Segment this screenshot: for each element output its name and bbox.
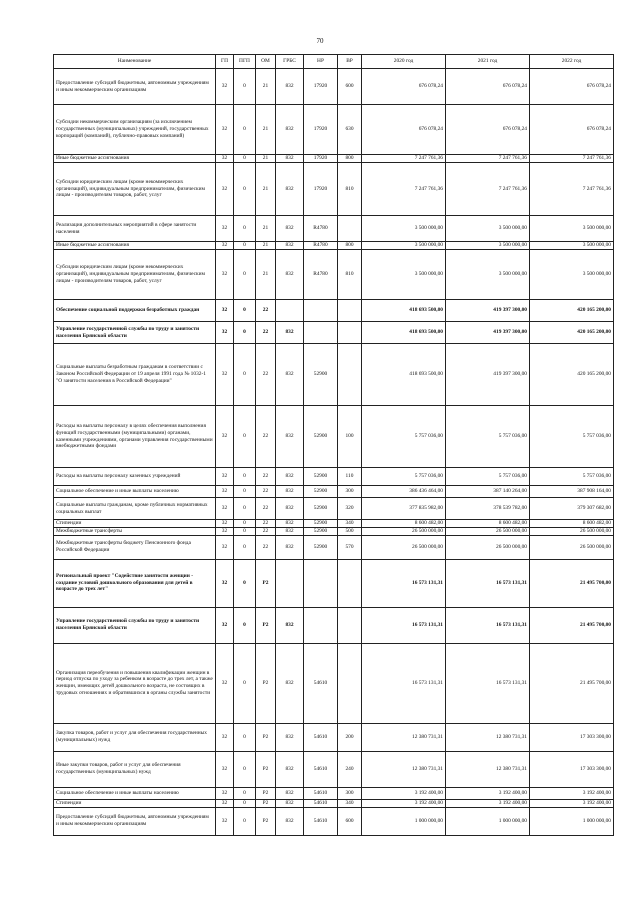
cell-2022: 21 495 700,00 <box>530 559 614 607</box>
cell-vr: 570 <box>338 535 362 559</box>
cell-grbs: 832 <box>276 751 304 787</box>
table-row <box>54 807 614 835</box>
cell-om: 22 <box>256 498 276 520</box>
cell-vr: 320 <box>338 498 362 520</box>
cell-gp: 32 <box>216 723 234 751</box>
cell-gp: 32 <box>216 69 234 105</box>
cell-vr: 200 <box>338 723 362 751</box>
cell-vr: 300 <box>338 486 362 498</box>
header-om: ОМ <box>256 55 276 69</box>
cell-nr: 52900 <box>304 535 338 559</box>
cell-gp: 32 <box>216 322 234 344</box>
cell-name: Предоставление субсидий бюджетным, автономным учреждениям и иным некоммерческим организациям <box>54 69 216 105</box>
cell-om: P2 <box>256 643 276 723</box>
cell-nr: 17920 <box>304 163 338 216</box>
cell-vr: 810 <box>338 163 362 216</box>
cell-gp: 32 <box>216 105 234 155</box>
cell-pgp: 0 <box>234 559 256 607</box>
cell-2022: 26 500 000,00 <box>530 527 614 535</box>
cell-name: Управление государственной службы по труду и занятости населения Брянской области <box>54 607 216 643</box>
cell-om: 22 <box>256 520 276 528</box>
cell-nr: R4780 <box>304 216 338 242</box>
cell-grbs: 832 <box>276 155 304 163</box>
cell-nr: R4780 <box>304 242 338 250</box>
cell-om: 22 <box>256 535 276 559</box>
table-row <box>54 322 614 344</box>
cell-2021: 676 078,24 <box>446 105 530 155</box>
cell-nr: 52900 <box>304 527 338 535</box>
cell-2021: 26 500 000,00 <box>446 535 530 559</box>
cell-2021: 3 192 400,00 <box>446 787 530 799</box>
cell-pgp: 0 <box>234 406 256 468</box>
table-row <box>54 105 614 155</box>
cell-2022: 420 165 200,00 <box>530 322 614 344</box>
cell-grbs: 832 <box>276 520 304 528</box>
cell-2021: 5 757 036,00 <box>446 468 530 486</box>
cell-grbs: 832 <box>276 607 304 643</box>
cell-om: 21 <box>256 105 276 155</box>
cell-pgp: 0 <box>234 607 256 643</box>
cell-2020: 418 693 500,00 <box>362 300 446 322</box>
cell-name: Субсидии некоммерческим организациям (за исключением государственных (муниципальных) учреждений, государственных корпораций (компаний), публично-правовых компаний) <box>54 105 216 155</box>
cell-nr: R4780 <box>304 250 338 300</box>
table-row <box>54 799 614 807</box>
header-vr: ВР <box>338 55 362 69</box>
cell-nr <box>304 559 338 607</box>
cell-2021: 7 247 761,36 <box>446 163 530 216</box>
cell-gp: 32 <box>216 607 234 643</box>
cell-nr: 52900 <box>304 520 338 528</box>
cell-2022: 5 757 036,00 <box>530 468 614 486</box>
cell-vr: 340 <box>338 520 362 528</box>
cell-pgp: 0 <box>234 322 256 344</box>
cell-pgp: 0 <box>234 751 256 787</box>
cell-2021: 1 000 000,00 <box>446 807 530 835</box>
cell-2020: 16 573 131,31 <box>362 607 446 643</box>
cell-grbs: 832 <box>276 498 304 520</box>
cell-2021: 12 380 731,31 <box>446 751 530 787</box>
cell-grbs: 832 <box>276 69 304 105</box>
cell-pgp: 0 <box>234 250 256 300</box>
cell-grbs: 832 <box>276 486 304 498</box>
cell-2020: 3 500 000,00 <box>362 242 446 250</box>
cell-gp: 32 <box>216 520 234 528</box>
cell-om: P2 <box>256 723 276 751</box>
cell-gp: 32 <box>216 807 234 835</box>
cell-nr: 54610 <box>304 643 338 723</box>
table-row <box>54 787 614 799</box>
cell-grbs: 832 <box>276 723 304 751</box>
cell-grbs: 832 <box>276 787 304 799</box>
cell-gp: 32 <box>216 751 234 787</box>
cell-2022: 3 192 400,00 <box>530 799 614 807</box>
cell-gp: 32 <box>216 498 234 520</box>
cell-pgp: 0 <box>234 163 256 216</box>
cell-name: Социальные выплаты безработным гражданам в соответствии с Законом Российской Федерации от 19 апреля 1991 года № 1032-1 "О занятости населения в Российской Федерации" <box>54 344 216 406</box>
cell-om: 22 <box>256 527 276 535</box>
cell-gp: 32 <box>216 406 234 468</box>
header-2021: 2021 год <box>446 55 530 69</box>
cell-2021: 3 500 000,00 <box>446 216 530 242</box>
cell-nr: 17920 <box>304 155 338 163</box>
table-row <box>54 527 614 535</box>
cell-pgp: 0 <box>234 643 256 723</box>
cell-name: Региональный проект "Содействие занятости женщин - создание условий дошкольного образования для детей в возрасте до трех лет" <box>54 559 216 607</box>
cell-gp: 32 <box>216 643 234 723</box>
cell-2021: 12 380 731,31 <box>446 723 530 751</box>
cell-name: Реализация дополнительных мероприятий в сфере занятости населения <box>54 216 216 242</box>
cell-nr: 54610 <box>304 787 338 799</box>
cell-pgp: 0 <box>234 242 256 250</box>
cell-2020: 7 247 761,36 <box>362 155 446 163</box>
cell-2020: 3 500 000,00 <box>362 216 446 242</box>
cell-2020: 26 500 000,00 <box>362 535 446 559</box>
cell-pgp: 0 <box>234 498 256 520</box>
cell-2021: 387 140 264,00 <box>446 486 530 498</box>
cell-gp: 32 <box>216 468 234 486</box>
cell-grbs: 832 <box>276 163 304 216</box>
cell-vr: 340 <box>338 799 362 807</box>
cell-nr: 54610 <box>304 799 338 807</box>
cell-2022: 3 500 000,00 <box>530 242 614 250</box>
cell-2020: 377 835 982,00 <box>362 498 446 520</box>
cell-name: Иные бюджетные ассигнования <box>54 155 216 163</box>
cell-2022: 3 500 000,00 <box>530 250 614 300</box>
cell-nr: 54610 <box>304 751 338 787</box>
cell-om: P2 <box>256 607 276 643</box>
cell-om: P2 <box>256 559 276 607</box>
table-row <box>54 242 614 250</box>
cell-om: 22 <box>256 468 276 486</box>
table-row <box>54 216 614 242</box>
table-row <box>54 520 614 528</box>
cell-om: 22 <box>256 344 276 406</box>
cell-nr: 52900 <box>304 406 338 468</box>
cell-vr: 600 <box>338 807 362 835</box>
cell-2022: 676 078,24 <box>530 105 614 155</box>
cell-vr: 300 <box>338 787 362 799</box>
cell-grbs: 832 <box>276 527 304 535</box>
header-2022: 2022 год <box>530 55 614 69</box>
cell-vr: 630 <box>338 105 362 155</box>
cell-2021: 378 539 782,00 <box>446 498 530 520</box>
cell-vr: 100 <box>338 406 362 468</box>
table-row <box>54 486 614 498</box>
cell-2020: 386 436 464,00 <box>362 486 446 498</box>
cell-vr <box>338 300 362 322</box>
cell-nr: 17920 <box>304 69 338 105</box>
cell-nr <box>304 300 338 322</box>
table-row <box>54 643 614 723</box>
table-row <box>54 607 614 643</box>
cell-nr: 54610 <box>304 807 338 835</box>
cell-om: 22 <box>256 322 276 344</box>
cell-pgp: 0 <box>234 807 256 835</box>
cell-2022: 379 307 682,00 <box>530 498 614 520</box>
cell-om: P2 <box>256 799 276 807</box>
cell-2021: 676 078,24 <box>446 69 530 105</box>
cell-name: Организация переобучения и повышения квалификации женщин в период отпуска по уходу за ребенком в возрасте до трех лет, а также женщин, имеющих детей дошкольного возраста, не состоящих в трудовых отношениях и обратившихся в органы службы занятости <box>54 643 216 723</box>
cell-grbs: 832 <box>276 216 304 242</box>
cell-name: Стипендии <box>54 799 216 807</box>
cell-grbs: 832 <box>276 535 304 559</box>
header-gp: ГП <box>216 55 234 69</box>
cell-name: Социальное обеспечение и иные выплаты населению <box>54 486 216 498</box>
cell-2022: 17 303 300,00 <box>530 723 614 751</box>
cell-gp: 32 <box>216 787 234 799</box>
cell-2021: 8 600 482,00 <box>446 520 530 528</box>
cell-gp: 32 <box>216 300 234 322</box>
cell-2020: 418 693 500,00 <box>362 344 446 406</box>
cell-2021: 16 573 131,31 <box>446 607 530 643</box>
cell-2022: 21 495 700,00 <box>530 643 614 723</box>
cell-pgp: 0 <box>234 300 256 322</box>
cell-name: Социальные выплаты гражданам, кроме публичных нормативных социальных выплат <box>54 498 216 520</box>
table-row <box>54 406 614 468</box>
cell-om: 21 <box>256 155 276 163</box>
cell-gp: 32 <box>216 344 234 406</box>
cell-2021: 5 757 036,00 <box>446 406 530 468</box>
cell-vr <box>338 559 362 607</box>
cell-vr: 500 <box>338 527 362 535</box>
cell-gp: 32 <box>216 486 234 498</box>
cell-name: Межбюджетные трансферты бюджету Пенсионного фонда Российской Федерации <box>54 535 216 559</box>
header-nr: НР <box>304 55 338 69</box>
cell-nr: 52900 <box>304 468 338 486</box>
cell-2022: 420 165 200,00 <box>530 344 614 406</box>
cell-name: Межбюджетные трансферты <box>54 527 216 535</box>
cell-2022: 5 757 036,00 <box>530 406 614 468</box>
cell-pgp: 0 <box>234 344 256 406</box>
cell-vr: 240 <box>338 751 362 787</box>
cell-grbs: 832 <box>276 250 304 300</box>
cell-2020: 26 500 000,00 <box>362 527 446 535</box>
cell-2022: 8 600 482,00 <box>530 520 614 528</box>
cell-om: 21 <box>256 163 276 216</box>
cell-2020: 418 693 500,00 <box>362 322 446 344</box>
cell-gp: 32 <box>216 250 234 300</box>
cell-2022: 17 303 300,00 <box>530 751 614 787</box>
cell-vr: 110 <box>338 468 362 486</box>
cell-om: P2 <box>256 807 276 835</box>
cell-om: 22 <box>256 406 276 468</box>
budget-table <box>53 54 614 836</box>
cell-om: 21 <box>256 250 276 300</box>
table-row <box>54 155 614 163</box>
cell-grbs: 832 <box>276 406 304 468</box>
cell-2021: 16 573 131,31 <box>446 559 530 607</box>
cell-vr <box>338 322 362 344</box>
table-row <box>54 69 614 105</box>
cell-2021: 3 192 400,00 <box>446 799 530 807</box>
cell-2022: 387 908 164,00 <box>530 486 614 498</box>
cell-om: 22 <box>256 300 276 322</box>
table-row <box>54 559 614 607</box>
cell-grbs: 832 <box>276 468 304 486</box>
cell-grbs: 832 <box>276 799 304 807</box>
cell-pgp: 0 <box>234 216 256 242</box>
cell-2022: 7 247 761,36 <box>530 155 614 163</box>
cell-name: Расходы на выплаты персоналу в целях обеспечения выполнения функций государственными (муниципальными) органами, казенными учреждениями, органами управления государственными внебюджетными фондами <box>54 406 216 468</box>
cell-nr: 17920 <box>304 105 338 155</box>
cell-gp: 32 <box>216 559 234 607</box>
table-row <box>54 723 614 751</box>
cell-2020: 7 247 761,36 <box>362 163 446 216</box>
header-grbs: ГРБС <box>276 55 304 69</box>
cell-2021: 16 573 131,31 <box>446 643 530 723</box>
cell-2020: 16 573 131,31 <box>362 643 446 723</box>
header-name: Наименование <box>54 55 216 69</box>
cell-gp: 32 <box>216 527 234 535</box>
cell-om: 22 <box>256 486 276 498</box>
table-row <box>54 344 614 406</box>
table-body <box>54 69 614 836</box>
cell-name: Социальное обеспечение и иные выплаты населению <box>54 787 216 799</box>
cell-name: Обеспечение социальной поддержки безработных граждан <box>54 300 216 322</box>
cell-om: P2 <box>256 787 276 799</box>
cell-vr <box>338 643 362 723</box>
cell-2022: 3 500 000,00 <box>530 216 614 242</box>
cell-grbs: 832 <box>276 322 304 344</box>
cell-2021: 26 500 000,00 <box>446 527 530 535</box>
cell-name: Субсидии юридическим лицам (кроме некоммерческих организаций), индивидуальным предпринимателям, физическим лицам - производителям товаров, работ, услуг <box>54 250 216 300</box>
cell-grbs: 832 <box>276 242 304 250</box>
cell-name: Расходы на выплаты персоналу казенных учреждений <box>54 468 216 486</box>
cell-2020: 676 078,24 <box>362 69 446 105</box>
cell-pgp: 0 <box>234 486 256 498</box>
cell-name: Закупка товаров, работ и услуг для обеспечения государственных (муниципальных) нужд <box>54 723 216 751</box>
cell-gp: 32 <box>216 242 234 250</box>
cell-2022: 676 078,24 <box>530 69 614 105</box>
cell-name: Управление государственной службы по труду и занятости населения Брянской области <box>54 322 216 344</box>
cell-2022: 1 000 000,00 <box>530 807 614 835</box>
cell-nr: 54610 <box>304 723 338 751</box>
cell-pgp: 0 <box>234 155 256 163</box>
cell-2020: 676 078,24 <box>362 105 446 155</box>
header-2020: 2020 год <box>362 55 446 69</box>
cell-grbs <box>276 300 304 322</box>
cell-name: Предоставление субсидий бюджетным, автономным учреждениям и иным некоммерческим организациям <box>54 807 216 835</box>
cell-2020: 5 757 036,00 <box>362 406 446 468</box>
cell-grbs <box>276 559 304 607</box>
cell-2020: 3 192 400,00 <box>362 787 446 799</box>
cell-2020: 3 500 000,00 <box>362 250 446 300</box>
cell-nr: 52900 <box>304 486 338 498</box>
cell-2020: 12 380 731,31 <box>362 751 446 787</box>
cell-vr: 600 <box>338 69 362 105</box>
cell-2022: 7 247 761,36 <box>530 163 614 216</box>
cell-grbs: 832 <box>276 105 304 155</box>
cell-vr <box>338 607 362 643</box>
cell-name: Стипендии <box>54 520 216 528</box>
table-row <box>54 250 614 300</box>
cell-gp: 32 <box>216 163 234 216</box>
cell-nr: 52900 <box>304 344 338 406</box>
cell-pgp: 0 <box>234 723 256 751</box>
cell-2021: 419 397 300,00 <box>446 322 530 344</box>
cell-om: P2 <box>256 751 276 787</box>
cell-vr <box>338 216 362 242</box>
cell-gp: 32 <box>216 216 234 242</box>
cell-name: Иные закупки товаров, работ и услуг для обеспечения государственных (муниципальных) нужд <box>54 751 216 787</box>
table-row <box>54 300 614 322</box>
cell-vr: 800 <box>338 155 362 163</box>
page-number: 70 <box>316 37 324 45</box>
cell-2020: 8 600 482,00 <box>362 520 446 528</box>
cell-2021: 7 247 761,36 <box>446 155 530 163</box>
cell-2021: 419 397 300,00 <box>446 344 530 406</box>
cell-name: Иные бюджетные ассигнования <box>54 242 216 250</box>
cell-2020: 1 000 000,00 <box>362 807 446 835</box>
cell-gp: 32 <box>216 799 234 807</box>
cell-vr: 810 <box>338 250 362 300</box>
cell-pgp: 0 <box>234 520 256 528</box>
cell-om: 21 <box>256 69 276 105</box>
cell-om: 21 <box>256 242 276 250</box>
cell-pgp: 0 <box>234 468 256 486</box>
cell-grbs: 832 <box>276 807 304 835</box>
cell-grbs: 832 <box>276 344 304 406</box>
cell-nr <box>304 322 338 344</box>
cell-2021: 3 500 000,00 <box>446 250 530 300</box>
table-row <box>54 468 614 486</box>
cell-om: 21 <box>256 216 276 242</box>
cell-pgp: 0 <box>234 527 256 535</box>
cell-2021: 3 500 000,00 <box>446 242 530 250</box>
cell-2020: 12 380 731,31 <box>362 723 446 751</box>
cell-name: Субсидии юридическим лицам (кроме некоммерческих организаций), индивидуальным предпринимателям, физическим лицам - производителям товаров, работ, услуг <box>54 163 216 216</box>
cell-pgp: 0 <box>234 69 256 105</box>
cell-gp: 32 <box>216 535 234 559</box>
cell-pgp: 0 <box>234 105 256 155</box>
cell-gp: 32 <box>216 155 234 163</box>
cell-2020: 3 192 400,00 <box>362 799 446 807</box>
table-row <box>54 163 614 216</box>
cell-nr <box>304 607 338 643</box>
table-row <box>54 535 614 559</box>
cell-grbs: 832 <box>276 643 304 723</box>
table-row <box>54 751 614 787</box>
cell-2022: 21 495 700,00 <box>530 607 614 643</box>
cell-2022: 420 165 200,00 <box>530 300 614 322</box>
table-row <box>54 498 614 520</box>
cell-2020: 5 757 036,00 <box>362 468 446 486</box>
cell-pgp: 0 <box>234 535 256 559</box>
header-pgp: ПГП <box>234 55 256 69</box>
cell-2022: 3 192 400,00 <box>530 787 614 799</box>
cell-2020: 16 573 131,31 <box>362 559 446 607</box>
cell-pgp: 0 <box>234 787 256 799</box>
cell-2021: 419 397 300,00 <box>446 300 530 322</box>
cell-vr <box>338 344 362 406</box>
table-header-row <box>54 55 614 69</box>
cell-nr: 52900 <box>304 498 338 520</box>
cell-vr: 800 <box>338 242 362 250</box>
cell-pgp: 0 <box>234 799 256 807</box>
cell-2022: 26 500 000,00 <box>530 535 614 559</box>
